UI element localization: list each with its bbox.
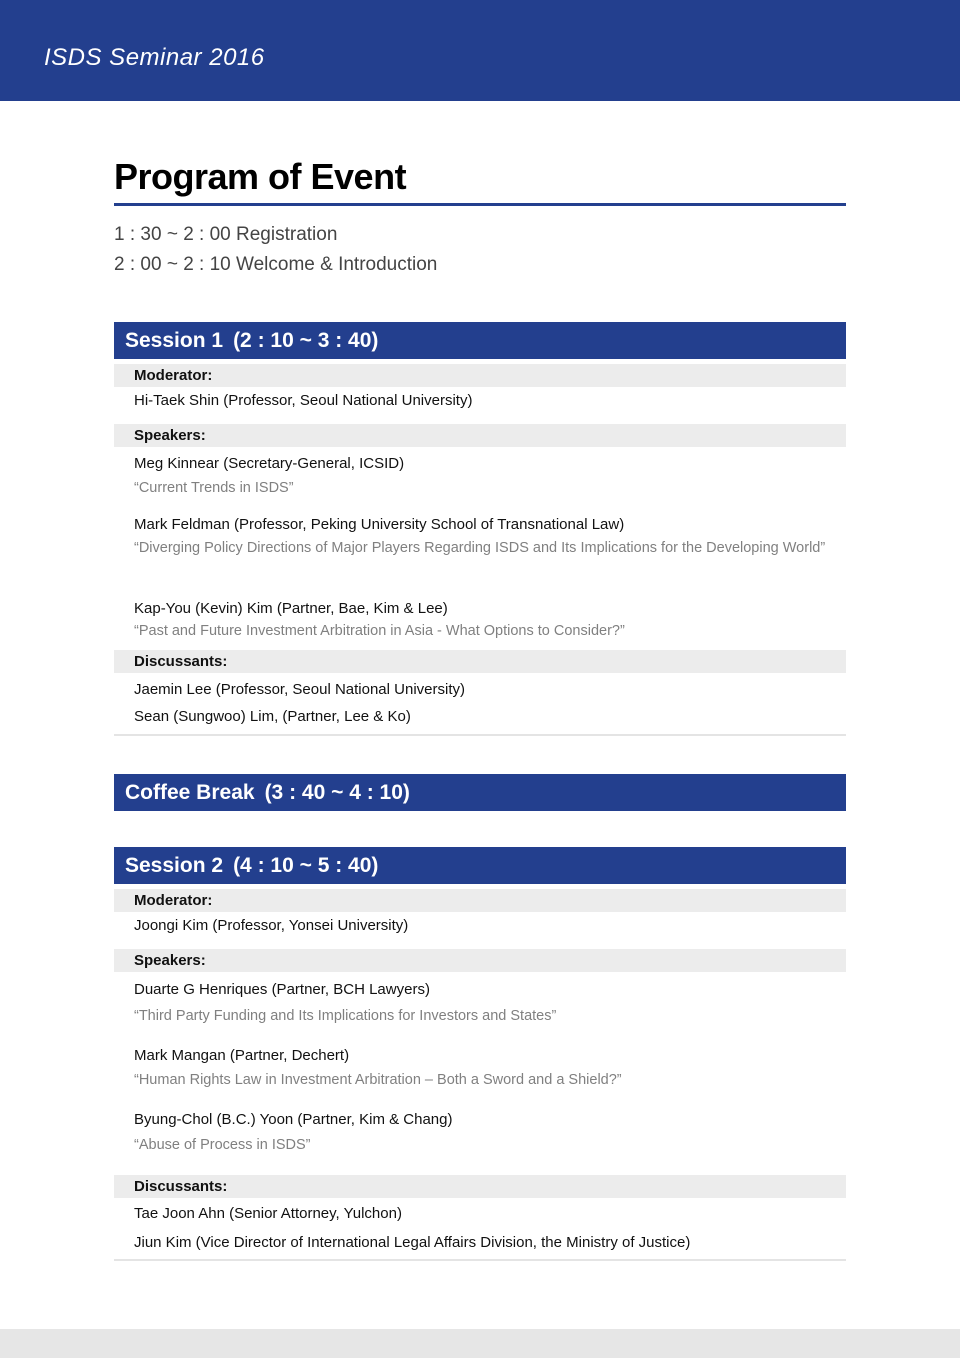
session1-time: (2 : 10 ~ 3 : 40) xyxy=(233,329,379,352)
footer-band xyxy=(0,1329,960,1358)
session2-header xyxy=(114,847,846,884)
session1-discussant-1: Jaemin Lee (Professor, Seoul National University) xyxy=(134,681,465,698)
session2-talk-3: “Abuse of Process in ISDS” xyxy=(134,1137,311,1153)
session1-divider xyxy=(114,734,846,736)
page-title: Program of Event xyxy=(114,156,407,197)
welcome-line: 2 : 00 ~ 2 : 10 Welcome & Introduction xyxy=(114,254,438,275)
session2-speaker-2: Mark Mangan (Partner, Dechert) xyxy=(134,1047,350,1064)
session1-name: Session 1 xyxy=(125,329,224,352)
session2-moderator-label: Moderator: xyxy=(114,889,846,912)
session1-discussants-label: Discussants: xyxy=(114,650,846,673)
session2-divider xyxy=(114,1259,846,1261)
session2-speaker-1: Duarte G Henriques (Partner, BCH Lawyers) xyxy=(134,981,430,998)
session1-talk-2: “Diverging Policy Directions of Major Players Regarding ISDS and Its Implications for the Developing World” xyxy=(134,540,826,556)
session2-speaker-3: Byung-Chol (B.C.) Yoon (Partner, Kim & Chang) xyxy=(134,1111,453,1128)
session1-moderator: Hi-Taek Shin (Professor, Seoul National University) xyxy=(134,392,473,409)
session2-talk-2: “Human Rights Law in Investment Arbitration – Both a Sword and a Shield?” xyxy=(134,1072,622,1088)
coffee-break-time: (3 : 40 ~ 4 : 10) xyxy=(264,781,410,804)
session2-speakers-label: Speakers: xyxy=(114,949,846,972)
title-divider xyxy=(114,203,846,206)
session2-moderator: Joongi Kim (Professor, Yonsei University) xyxy=(134,917,409,934)
session2-discussant-2: Jiun Kim (Vice Director of International Legal Affairs Division, the Ministry of Justice) xyxy=(134,1234,691,1251)
coffee-break-name: Coffee Break xyxy=(125,781,255,804)
session1-talk-1: “Current Trends in ISDS” xyxy=(134,480,294,496)
session2-time: (4 : 10 ~ 5 : 40) xyxy=(233,854,379,877)
session1-talk-3: “Past and Future Investment Arbitration in Asia - What Options to Consider?” xyxy=(134,623,625,639)
header-bar xyxy=(0,0,960,101)
session2-talk-1: “Third Party Funding and Its Implications for Investors and States” xyxy=(134,1008,557,1024)
registration-line: 1 : 30 ~ 2 : 00 Registration xyxy=(114,224,338,245)
session1-speaker-1: Meg Kinnear (Secretary-General, ICSID) xyxy=(134,455,405,472)
coffee-break-header xyxy=(114,774,846,811)
session1-header xyxy=(114,322,846,359)
header-brand: ISDS Seminar 2016 xyxy=(44,44,265,71)
session1-speakers-label: Speakers: xyxy=(114,424,846,447)
session1-speaker-3: Kap-You (Kevin) Kim (Partner, Bae, Kim & Lee) xyxy=(134,600,448,617)
session2-discussants-label: Discussants: xyxy=(114,1175,846,1198)
session1-moderator-label: Moderator: xyxy=(114,364,846,387)
session1-speaker-2: Mark Feldman (Professor, Peking University School of Transnational Law) xyxy=(134,516,625,533)
session2-name: Session 2 xyxy=(125,854,224,877)
session1-discussant-2: Sean (Sungwoo) Lim, (Partner, Lee & Ko) xyxy=(134,708,411,725)
session2-discussant-1: Tae Joon Ahn (Senior Attorney, Yulchon) xyxy=(134,1205,402,1222)
